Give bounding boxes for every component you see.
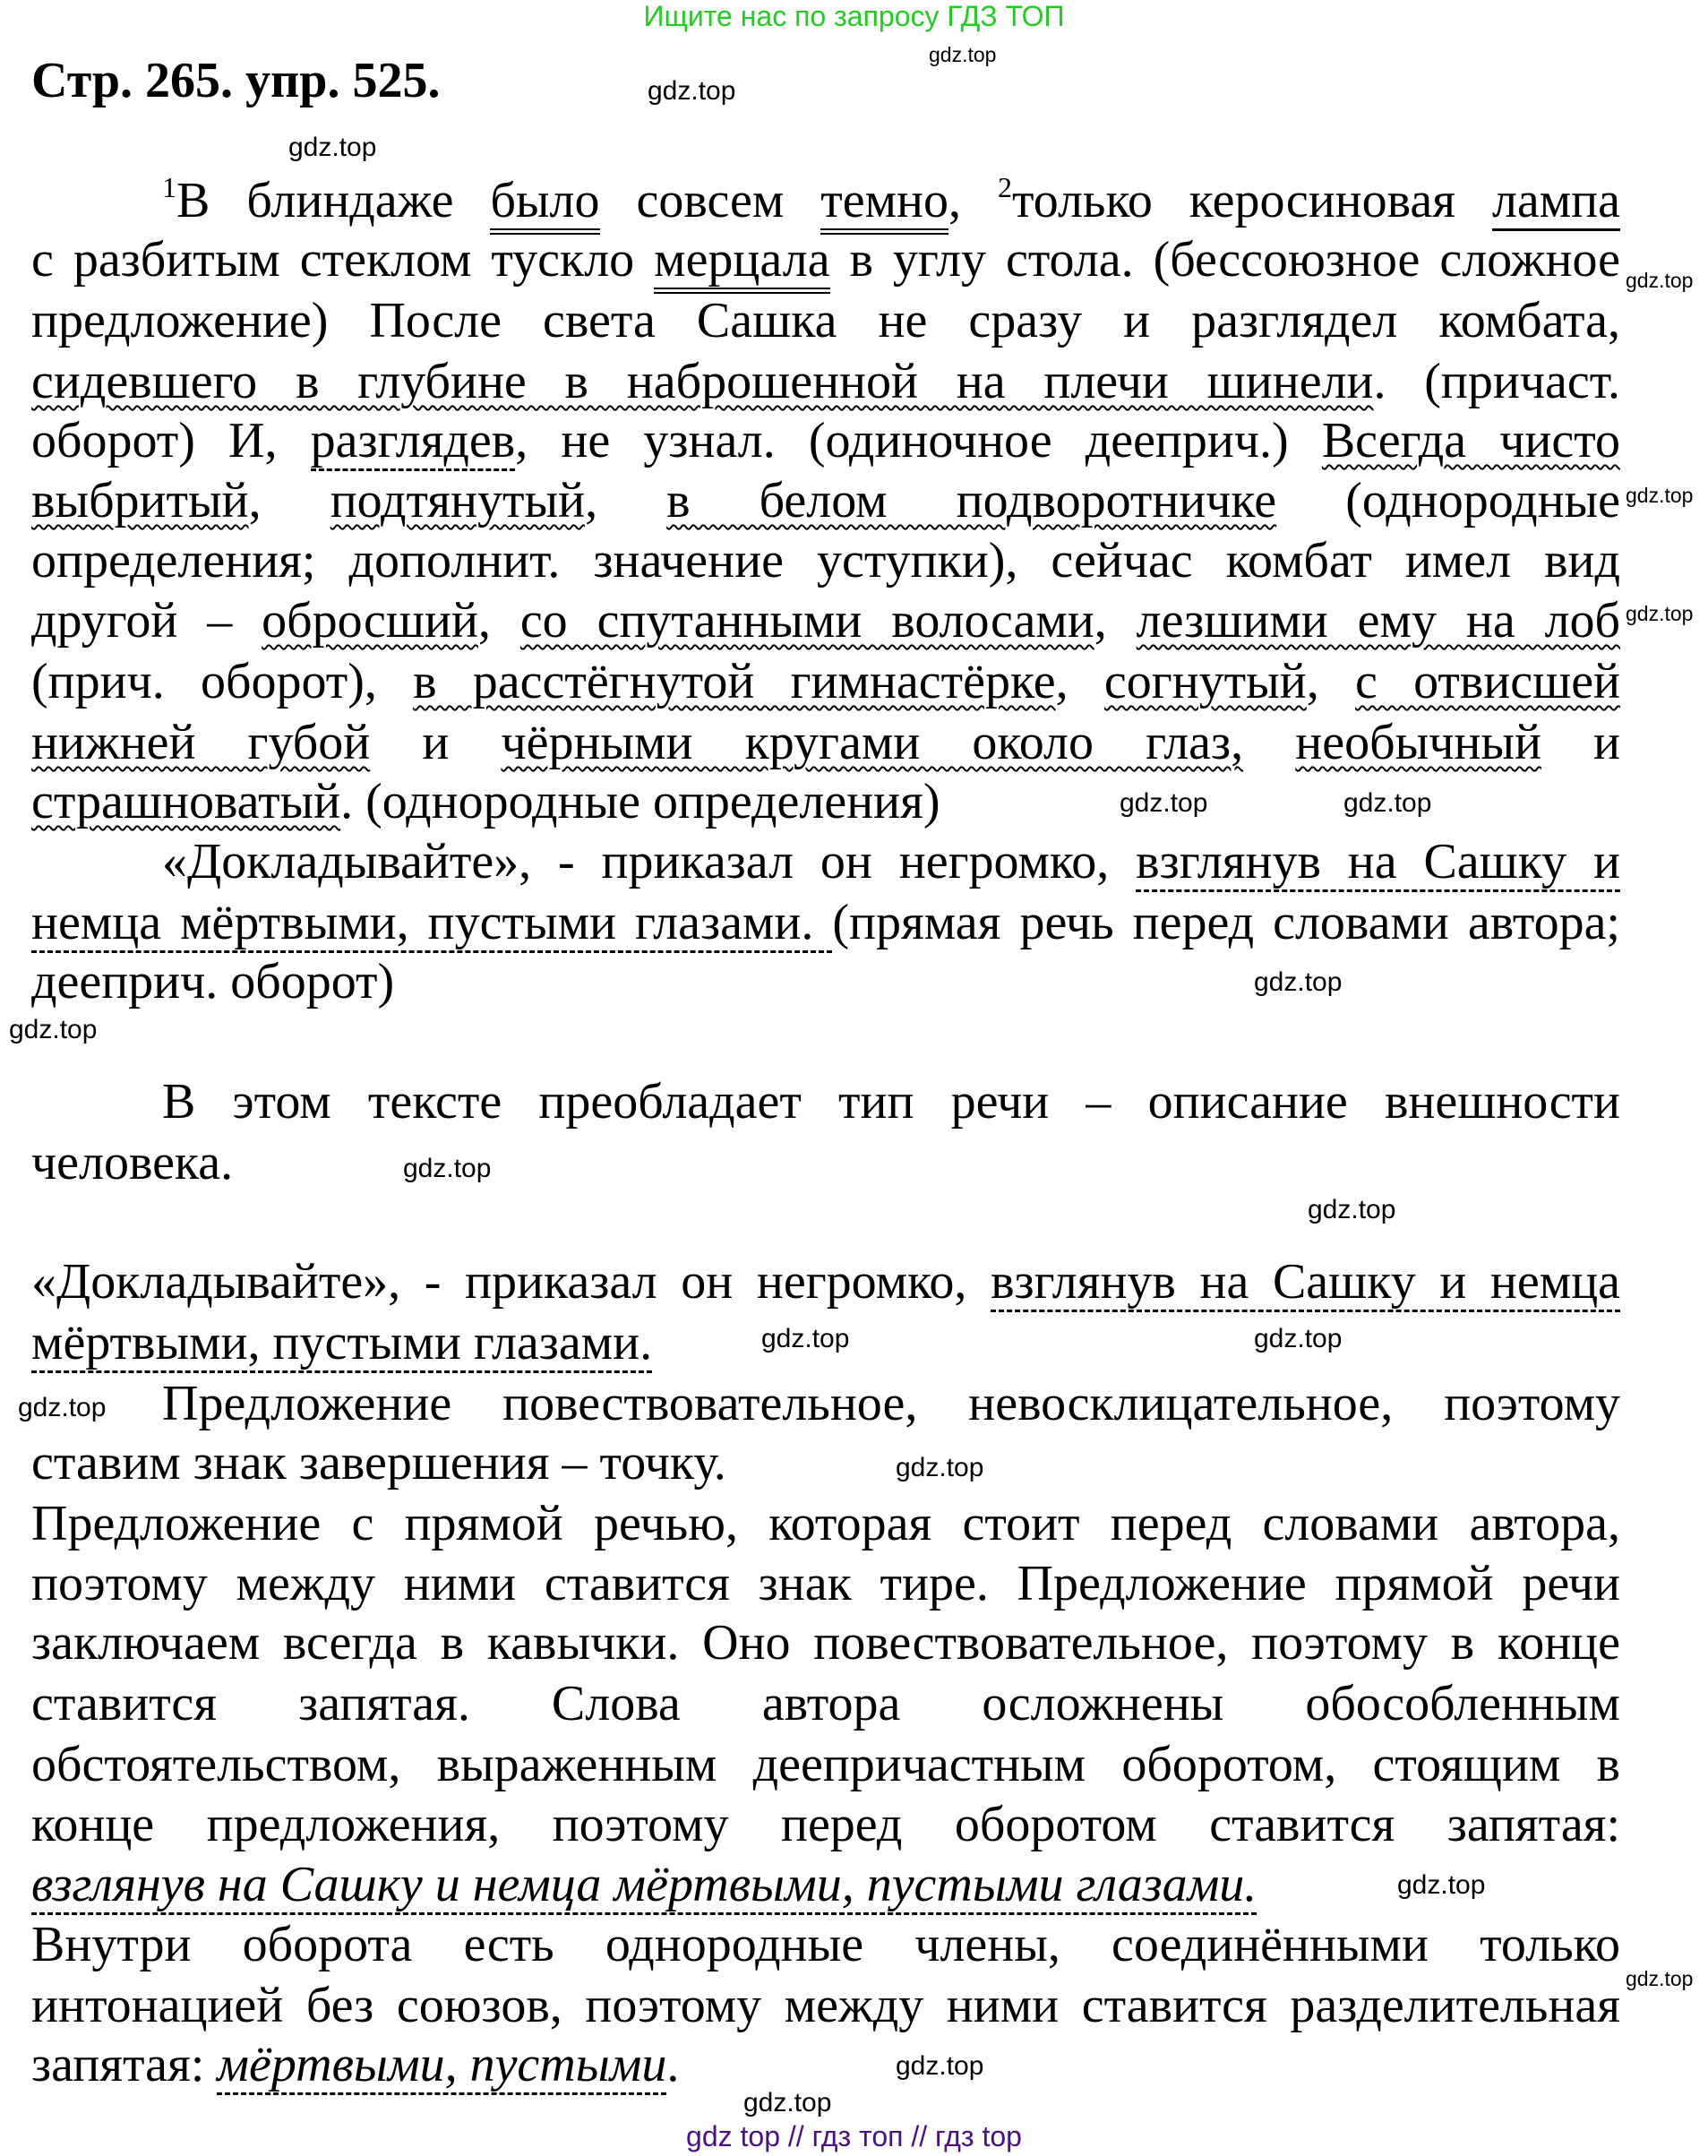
text-line (31, 532, 1620, 589)
text-line (31, 1495, 1620, 1552)
underlined-phrase: согнутый (1103, 654, 1307, 709)
underlined-phrase: мёртвыми, пустыми глазами. (31, 1315, 652, 1373)
sentence-number: 1 (162, 171, 176, 203)
underlined-phrase: с отвисшей (1354, 654, 1621, 709)
text-line (31, 412, 1620, 469)
watermark-text: gdz.top (761, 1324, 850, 1353)
underlined-phrase: было (490, 173, 599, 235)
text-line (31, 353, 1620, 410)
text-line (31, 592, 1620, 649)
watermark-text: gdz.top (896, 2051, 984, 2081)
text-segment: заключаем всегда в кавычки. Оно повествовательное, поэтому в конце (31, 1615, 1620, 1671)
watermark-text: gdz.top (1626, 1967, 1694, 1990)
watermark-text: gdz.top (1626, 269, 1694, 292)
text-line (31, 2036, 1620, 2093)
search-banner: Ищите нас по запросу ГДЗ ТОП (643, 0, 1065, 32)
text-segment: определения; дополнит. значение уступки), сейчас комбат имел вид (31, 533, 1620, 588)
text-line (31, 1555, 1620, 1612)
underlined-phrase: лезшими ему на лоб (1136, 593, 1621, 649)
watermark-text: gdz.top (1254, 967, 1343, 997)
watermark-text: gdz.top (1254, 1324, 1343, 1353)
underlined-phrase: темно (820, 173, 948, 235)
underlined-phrase: мёртвыми, пустыми (217, 2037, 666, 2095)
text-line (31, 1796, 1620, 1853)
underlined-phrase: со спутанными волосами (519, 593, 1094, 649)
text-segment: , (1094, 593, 1137, 649)
text-segment: (однородные (1276, 473, 1621, 528)
text-segment: . (666, 2037, 680, 2092)
underlined-phrase: чёрными кругами около глаз, (501, 715, 1244, 770)
text-segment: , не узнал. (одиночное дееприч.) (515, 413, 1322, 468)
text-segment: (прич. оборот), (31, 654, 414, 709)
text-segment: поэтому между ними ставится знак тире. Предложение прямой речи (31, 1556, 1620, 1611)
underlined-phrase: сидевшего в глубине в наброшенной на плечи шинели (31, 354, 1374, 409)
text-line (31, 1856, 1620, 1913)
underlined-phrase: немца мёртвыми, пустыми глазами. (31, 895, 832, 953)
sentence-number: 2 (997, 171, 1012, 203)
text-segment: , (948, 173, 998, 228)
underlined-phrase: взглянув на Сашку и немца мёртвыми, пустыми глазами. (31, 1857, 1257, 1915)
watermark-text: gdz.top (18, 1393, 107, 1422)
watermark-text: gdz.top (896, 1453, 984, 1482)
text-segment: в углу стола. (бессоюзное сложное (829, 232, 1620, 288)
watermark-text: gdz.top (1120, 788, 1208, 818)
text-segment: . (однородные определения) (340, 774, 940, 829)
text-segment: (прямая речь перед словами автора; (832, 895, 1620, 950)
text-segment: интонацией без союзов, поэтому между ними ставится разделительная (31, 1978, 1620, 2033)
watermark-text: gdz.top (1343, 788, 1432, 818)
underlined-phrase: Всегда чисто (1321, 413, 1620, 468)
watermark-text: gdz.top (9, 1015, 98, 1044)
text-segment: совсем (599, 173, 821, 228)
text-line (162, 172, 1620, 229)
text-segment: В этом тексте преобладает тип речи – описание внешности (162, 1074, 1620, 1130)
text-line (31, 1614, 1620, 1671)
watermark-text: gdz.top (1626, 602, 1694, 625)
footer-links[interactable]: gdz top // гдз топ // гдз top (686, 2120, 1022, 2152)
text-segment: Предложение с прямой речью, которая стоит перед словами автора, (31, 1496, 1620, 1551)
text-segment: ставим знак завершения – точку. (31, 1435, 726, 1490)
text-segment: Предложение повествовательное, невосклицательное, поэтому (162, 1376, 1620, 1431)
text-line (31, 1675, 1620, 1732)
text-segment: , (248, 473, 330, 528)
text-segment: оборот) И, (31, 413, 311, 468)
underlined-phrase: страшноватый (31, 774, 341, 829)
text-line (31, 292, 1620, 349)
text-segment: «Докладывайте», - приказал он негромко, (162, 834, 1137, 889)
underlined-phrase: выбритый (31, 473, 249, 528)
underlined-phrase: в белом подворотничке (666, 473, 1277, 528)
text-line (31, 1253, 1620, 1310)
watermark-text: gdz.top (648, 76, 736, 106)
text-segment: и (1541, 715, 1621, 770)
underlined-phrase: в расстёгнутой гимнастёрке (413, 654, 1056, 709)
underlined-phrase: лампа (1492, 173, 1620, 231)
text-segment: . (причаст. (1373, 354, 1620, 409)
text-segment: , (1306, 654, 1355, 709)
text-segment (1243, 715, 1295, 770)
underlined-phrase: необычный (1295, 715, 1541, 770)
underlined-phrase: подтянутый (330, 473, 586, 528)
text-segment: , (1055, 654, 1104, 709)
underlined-phrase: разглядев (311, 413, 516, 471)
text-line (31, 1134, 1620, 1191)
watermark-text: gdz.top (1397, 1870, 1486, 1900)
underlined-phrase: взглянув на Сашку и немца (991, 1254, 1620, 1312)
text-segment: другой – (31, 593, 262, 649)
text-line (31, 1434, 1620, 1491)
text-line (31, 714, 1620, 771)
text-line (31, 894, 1620, 951)
underlined-phrase: мерцала (654, 232, 829, 294)
text-segment: , (477, 593, 520, 649)
text-segment: только керосиновая (1011, 173, 1492, 228)
text-line (31, 472, 1620, 529)
text-line (31, 1916, 1620, 1973)
underlined-phrase: взглянув на Сашку и (1136, 834, 1620, 892)
watermark-text: gdz.top (403, 1154, 492, 1183)
text-segment: , (585, 473, 667, 528)
watermark-text: gdz.top (929, 43, 997, 66)
text-segment: запятая: (31, 2037, 218, 2092)
text-segment: предложение) После света Сашка не сразу и разглядел комбата, (31, 293, 1620, 348)
text-segment: Внутри оборота есть однородные члены, соединёнными только (31, 1917, 1620, 1972)
text-segment: обстоятельством, выраженным деепричастным оборотом, стоящим в (31, 1737, 1620, 1792)
text-segment: дееприч. оборот) (31, 954, 395, 1009)
text-segment: В блиндаже (176, 173, 491, 228)
text-line (162, 1375, 1620, 1432)
watermark-text: gdz.top (743, 2088, 832, 2117)
watermark-text: gdz.top (1308, 1195, 1396, 1224)
text-line (31, 231, 1620, 288)
underlined-phrase: нижней губой (31, 715, 371, 770)
text-segment: конце предложения, поэтому перед оборотом ставится запятая: (31, 1797, 1620, 1852)
text-line (31, 1977, 1620, 2034)
text-segment: с разбитым стеклом тускло (31, 232, 655, 288)
text-segment: и (370, 715, 502, 770)
text-line (162, 1073, 1620, 1130)
text-line (31, 1736, 1620, 1793)
underlined-phrase: обросший (262, 593, 478, 649)
text-segment: «Докладывайте», - приказал он негромко, (31, 1254, 991, 1310)
text-segment: ставится запятая. Слова автора осложнены обособленным (31, 1676, 1620, 1731)
text-line (31, 953, 1620, 1010)
page-title: Стр. 265. упр. 525. (31, 53, 441, 108)
watermark-text: gdz.top (1626, 484, 1694, 507)
text-line (162, 833, 1620, 890)
watermark-text: gdz.top (288, 133, 377, 162)
text-line (31, 653, 1620, 710)
text-segment: человека. (31, 1135, 234, 1190)
